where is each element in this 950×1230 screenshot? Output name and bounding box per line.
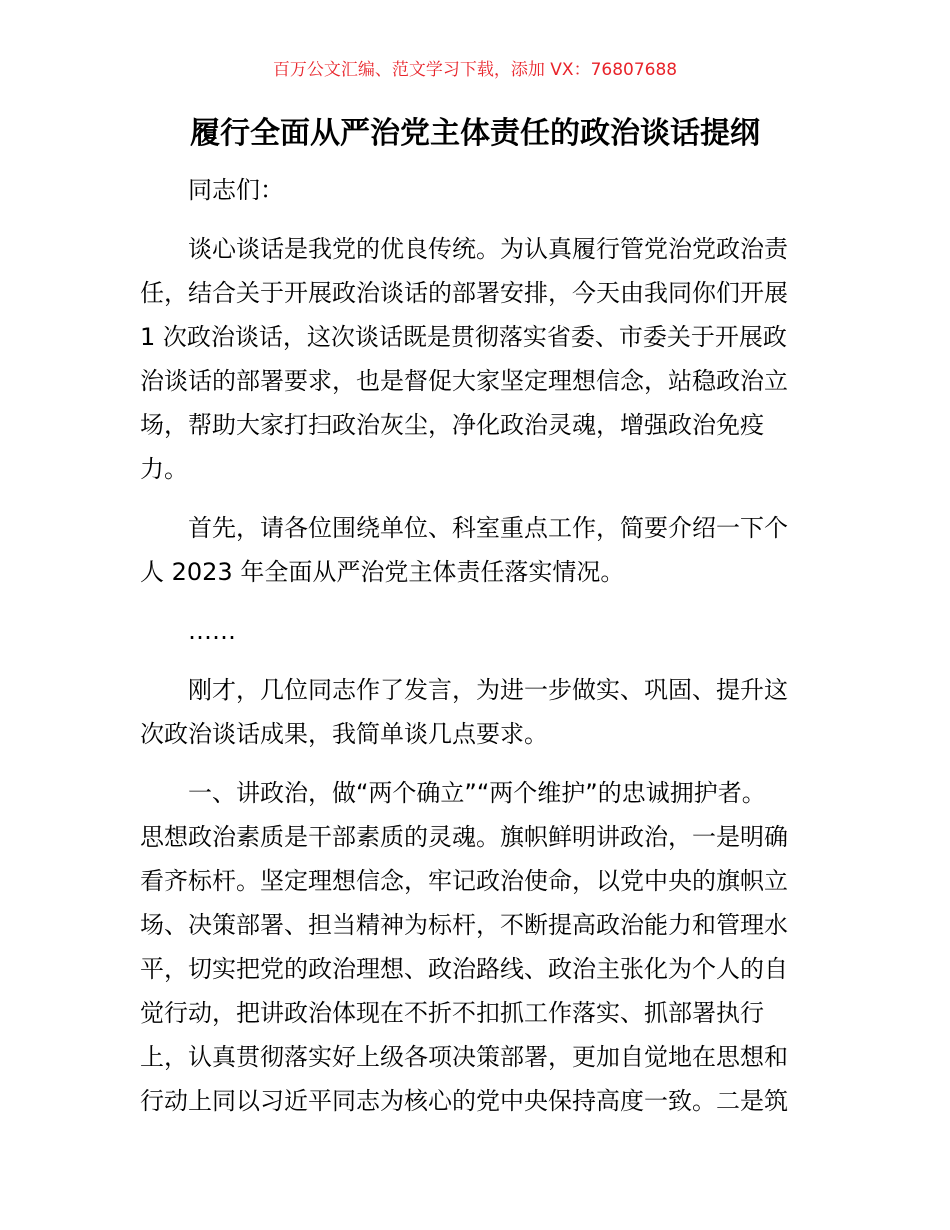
text-line: 刚才，几位同志作了发言，为进一步做实、巩固、提升这: [188, 676, 788, 704]
text-line: 场，帮助大家打扫政治灰尘，净化政治灵魂，增强政治免疫: [140, 411, 764, 439]
paragraph-first: [140, 506, 812, 594]
text-line: 1 次政治谈话，这次谈话既是贯彻落实省委、市委关于开展政: [140, 323, 787, 351]
text-line: 谈心谈话是我党的优良传统。为认真履行管党治党政治责: [188, 235, 788, 263]
text-line: 人 2023 年全面从严治党主体责任落实情况。: [140, 558, 625, 586]
document-body: [140, 168, 812, 1123]
text-line: 思想政治素质是干部素质的灵魂。旗帜鲜明讲政治，一是明确: [140, 823, 788, 851]
text-line: 治谈话的部署要求，也是督促大家坚定理想信念，站稳政治立: [140, 367, 788, 395]
text-line: ……: [188, 617, 236, 645]
text-line: 一、讲政治，做“两个确立”“两个维护”的忠诚拥护者。: [188, 779, 766, 807]
paragraph-intro: [140, 227, 812, 491]
text-line: 任，结合关于开展政治谈话的部署安排，今天由我同你们开展: [140, 279, 788, 307]
salutation: [140, 168, 812, 212]
text-line: 觉行动，把讲政治体现在不折不扣抓工作落实、抓部署执行: [140, 999, 764, 1027]
promo-header: 百万公文汇编、范文学习下载，添加 VX：76807688: [272, 60, 678, 80]
text-line: 上，认真贯彻落实好上级各项决策部署，更加自觉地在思想和: [140, 1043, 788, 1071]
text-line: 场、决策部署、担当精神为标杆，不断提高政治能力和管理水: [140, 911, 788, 939]
text-line: 首先，请各位围绕单位、科室重点工作，简要介绍一下个: [188, 514, 788, 542]
text-line: 看齐标杆。坚定理想信念，牢记政治使命，以党中央的旗帜立: [140, 867, 788, 895]
paragraph-point-one: [140, 771, 812, 1123]
paragraph-ellipsis: [140, 609, 812, 653]
text-line: 次政治谈话成果，我简单谈几点要求。: [140, 720, 548, 748]
document-title: 履行全面从严治党主体责任的政治谈话提纲: [190, 116, 760, 151]
text-line: 行动上同以习近平同志为核心的党中央保持高度一致。二是筑: [140, 1087, 788, 1115]
text-line: 平，切实把党的政治理想、政治路线、政治主张化为个人的自: [140, 955, 788, 983]
paragraph-remarks: [140, 668, 812, 756]
salutation-line: 同志们：: [188, 176, 284, 204]
text-line: 力。: [140, 455, 188, 483]
